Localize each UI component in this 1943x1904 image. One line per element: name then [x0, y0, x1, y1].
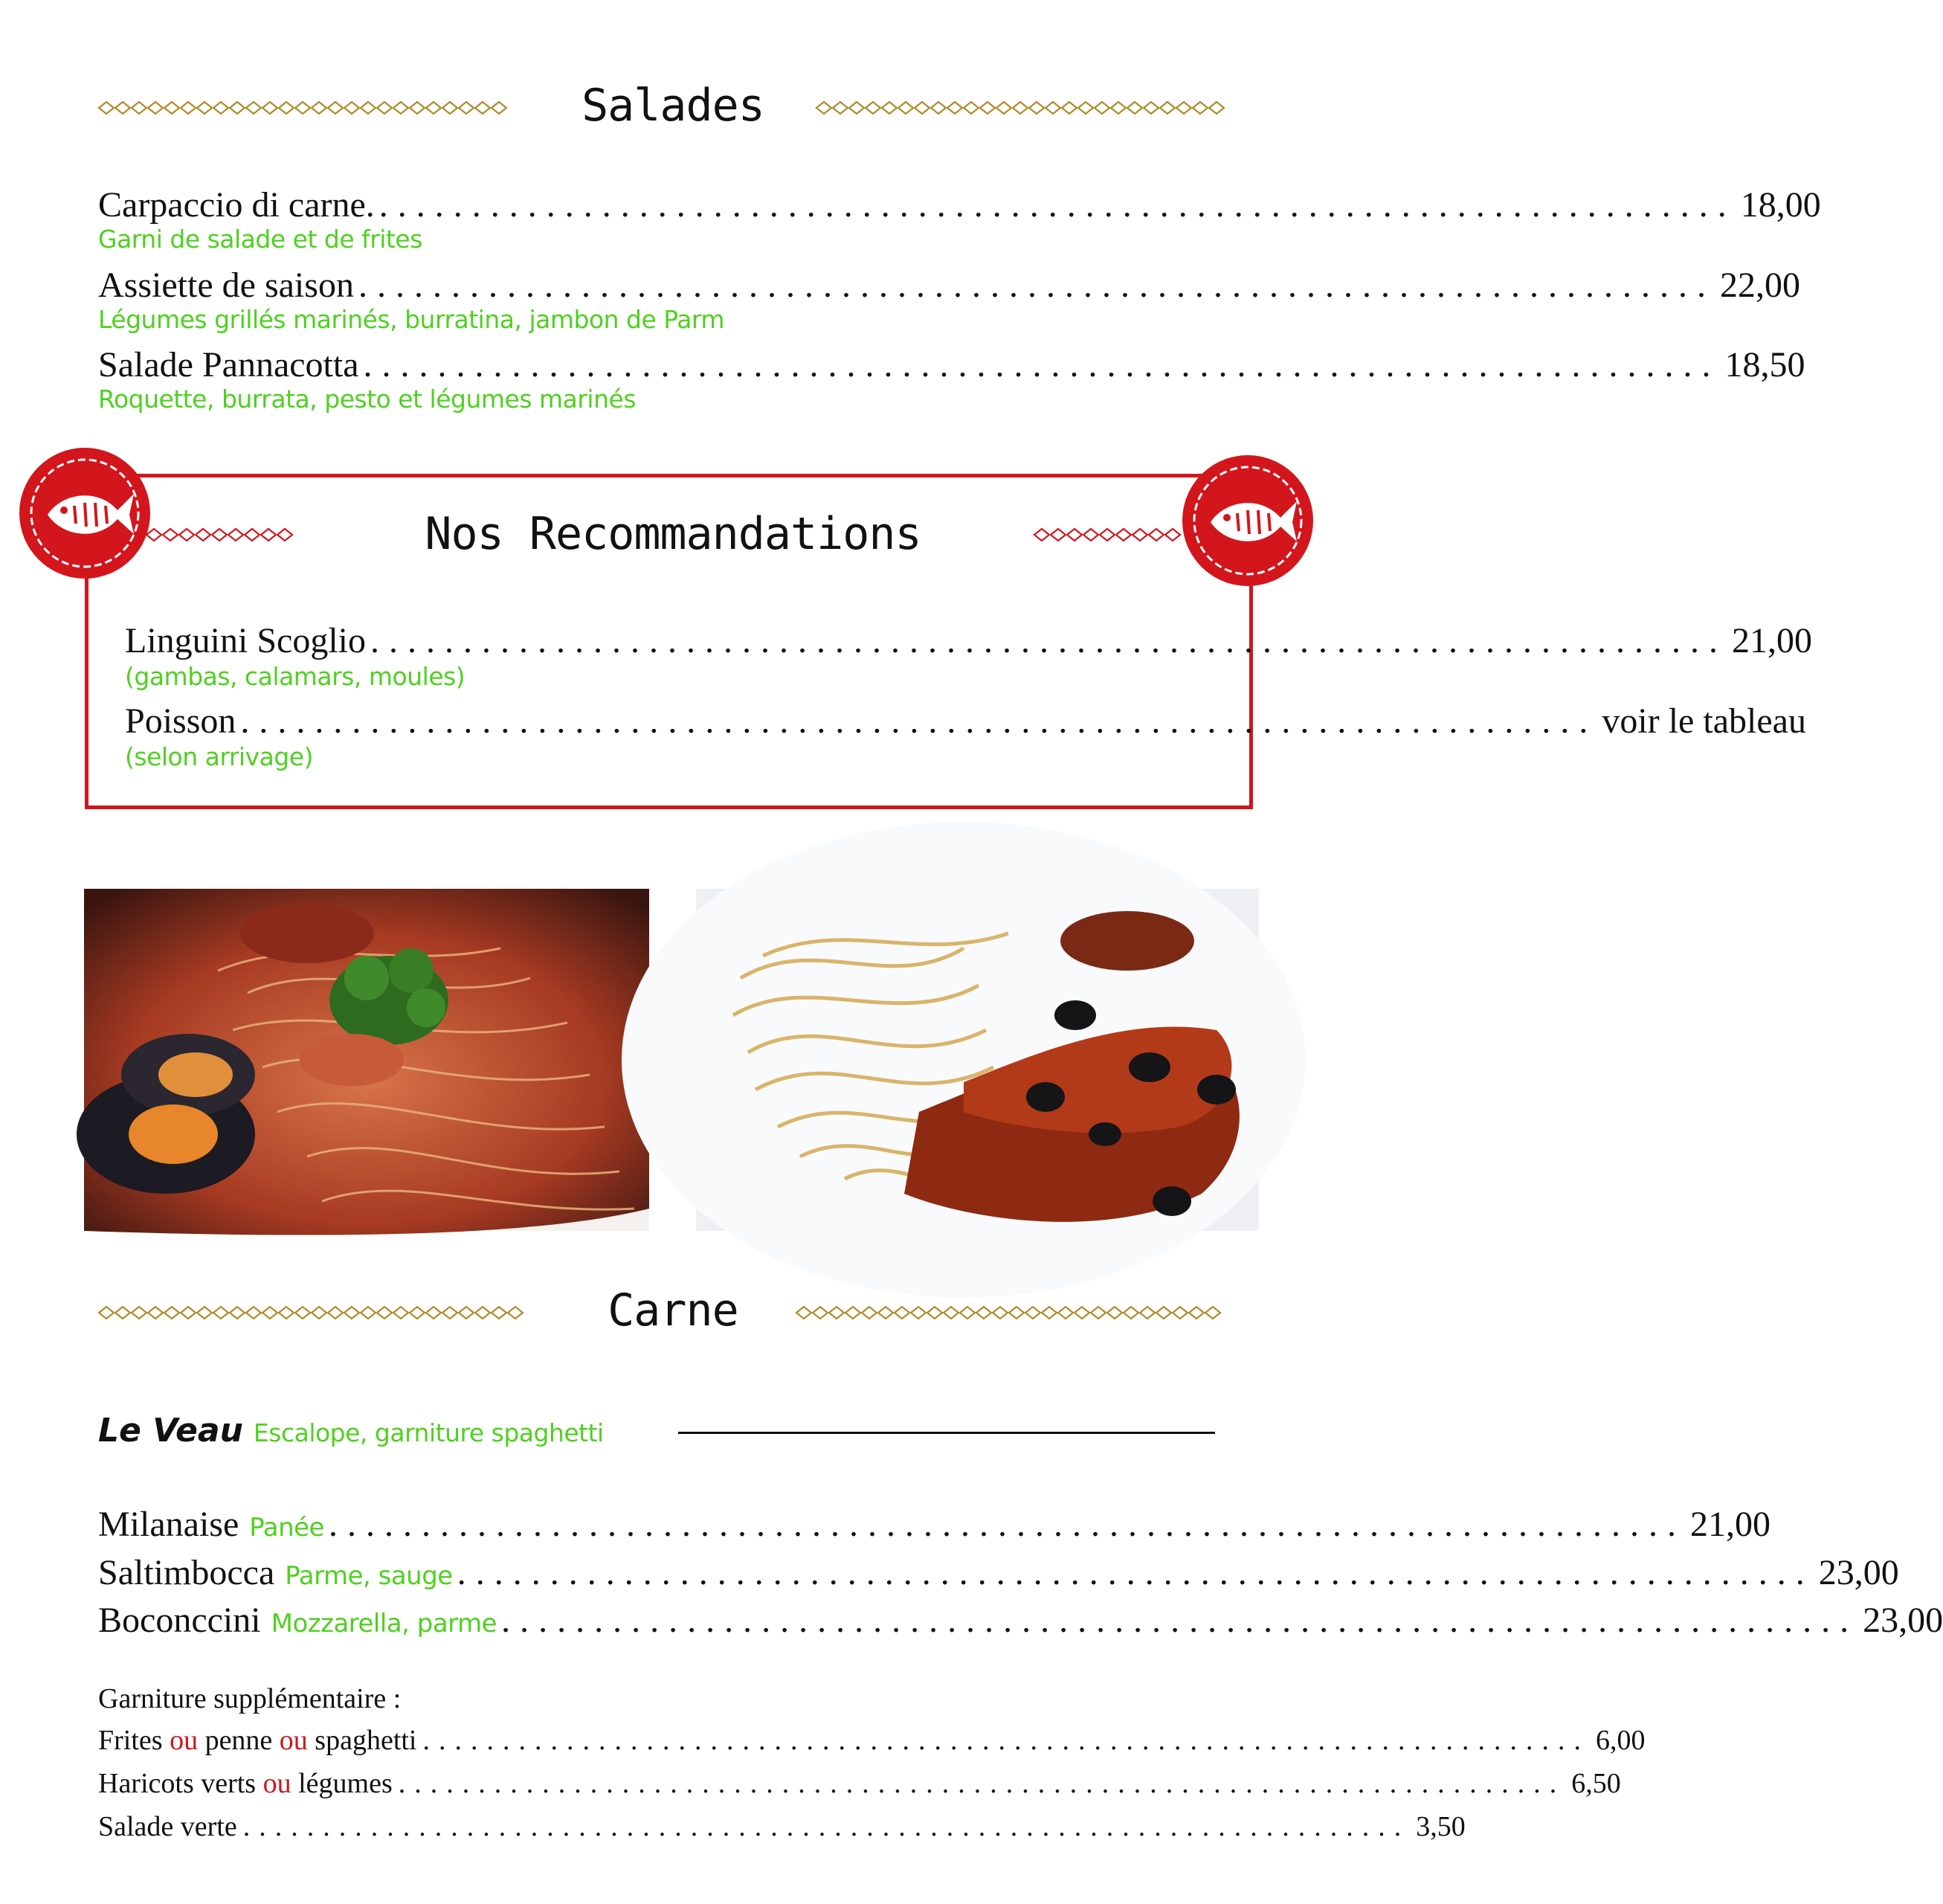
dot-leader: ......................................................................... [242, 1811, 1411, 1842]
item-price: 23,00 [1818, 1553, 1899, 1592]
ornament-diamonds-right [816, 97, 1232, 119]
item-name: Boconccini [98, 1601, 261, 1640]
menu-item-assiette [98, 265, 1800, 306]
diamond-shape [1078, 102, 1093, 114]
dot-leader: ......................................................................... [358, 266, 1715, 305]
diamond-shape [1058, 1307, 1073, 1319]
diamond-shape [976, 1307, 991, 1319]
diamond-shape [1176, 102, 1191, 114]
diamond-shape [1124, 1307, 1138, 1319]
item-price: 22,00 [1719, 266, 1800, 305]
diamond-shape [1144, 102, 1159, 114]
diamond-shape [1042, 1307, 1057, 1319]
dot-leader: ......................................................................... [398, 1768, 1566, 1799]
veau-description: Escalope, garniture spaghetti [253, 1418, 604, 1447]
diamond-shape [931, 102, 946, 114]
diamond-shape [1045, 102, 1060, 114]
diamond-shape [1009, 1307, 1024, 1319]
divider-line [678, 1432, 1215, 1434]
item-name: Poisson [125, 701, 236, 741]
section-title-carne: Carne [608, 1284, 738, 1337]
garniture-title: Garniture supplémentaire : [98, 1683, 402, 1714]
item-name: Assiette de saison [98, 266, 354, 305]
diamond-shape [1095, 102, 1109, 114]
garniture-price: 3,50 [1416, 1811, 1466, 1842]
menu-item-carpaccio [98, 184, 1821, 225]
item-description: Légumes grillés marinés, burratina, jambon de Parm [98, 305, 725, 334]
diamond-shape [1189, 1307, 1204, 1319]
diamond-shape [829, 1307, 844, 1319]
diamond-shape [964, 102, 979, 114]
dot-leader: ......................................................................... [370, 621, 1727, 660]
diamond-shape [1074, 1307, 1089, 1319]
diamond-shape [927, 1307, 942, 1319]
diamond-shape [849, 102, 864, 114]
menu-item-pannacotta [98, 344, 1805, 385]
diamond-shape [911, 1307, 926, 1319]
menu-item-saltimbocca [98, 1552, 1899, 1593]
diamond-shape [1127, 102, 1142, 114]
item-description: (selon arrivage) [125, 742, 313, 771]
item-description: Parme, sauge [285, 1561, 453, 1591]
diamond-shape [1173, 1307, 1188, 1319]
diamond-shape [1091, 1307, 1106, 1319]
diamond-shape [1062, 102, 1077, 114]
diamond-shape [1160, 102, 1175, 114]
item-description: Roquette, burrata, pesto et légumes marinés [98, 385, 637, 414]
item-name: Milanaise [98, 1505, 239, 1544]
item-price: 21,00 [1732, 621, 1812, 660]
item-price: 21,00 [1689, 1505, 1770, 1544]
dot-leader: ......................................................................... [328, 1505, 1686, 1544]
dot-leader: ......................................................................... [457, 1553, 1814, 1592]
item-price: 23,00 [1863, 1601, 1943, 1640]
section-title-recommandations: Nos Recommandations [425, 508, 921, 560]
diamond-shape [816, 102, 831, 114]
garniture-row [98, 1767, 1621, 1800]
item-price: 18,50 [1724, 345, 1805, 385]
diamond-shape [960, 1307, 975, 1319]
diamond-shape [833, 102, 848, 114]
diamond-shape [1193, 102, 1208, 114]
garniture-label: Frites ou penne ou spaghetti [98, 1725, 417, 1756]
diamond-shape [866, 102, 880, 114]
garniture-label: Haricots verts ou légumes [98, 1768, 393, 1799]
section-title-salades: Salades [581, 80, 764, 132]
dot-leader: ......................................................................... [363, 345, 1721, 385]
diamond-shape [947, 102, 962, 114]
menu-item-boconccini [98, 1600, 1943, 1641]
diamond-shape [944, 1307, 958, 1319]
seafood-pasta-photo [84, 889, 649, 1231]
item-price: voir le tableau [1602, 701, 1806, 741]
item-description: Mozzarella, parme [271, 1609, 497, 1638]
veau-title: Le Veau [98, 1412, 243, 1450]
diamond-shape [1111, 102, 1126, 114]
or-word: ou [279, 1725, 308, 1756]
fish-pasta-photo [696, 889, 1259, 1231]
garniture-row [98, 1810, 1466, 1843]
diamond-shape [1156, 1307, 1171, 1319]
dot-leader: ......................................................................... [240, 701, 1598, 741]
item-name: Saltimbocca [98, 1553, 275, 1592]
ornament-diamonds-right [796, 1302, 1233, 1324]
menu-item-linguini [125, 620, 1812, 661]
diamond-shape [796, 1307, 811, 1319]
diamond-shape [882, 102, 897, 114]
diamond-shape [1025, 1307, 1040, 1319]
item-name: Carpaccio di carne. [98, 185, 375, 225]
diamond-shape [993, 1307, 1008, 1319]
diamond-shape [915, 102, 929, 114]
garniture-label: Salade verte [98, 1811, 237, 1842]
garniture-price: 6,00 [1596, 1725, 1646, 1756]
diamond-shape [895, 1307, 909, 1319]
dot-leader: ......................................................................... [501, 1601, 1859, 1640]
diamond-shape [1029, 102, 1044, 114]
diamond-shape [845, 1307, 860, 1319]
menu-item-poisson [125, 701, 1806, 742]
item-name: Linguini Scoglio [125, 621, 366, 660]
dot-leader: ......................................................................... [422, 1725, 1590, 1756]
item-name: Salade Pannacotta [98, 345, 359, 385]
item-description: Garni de salade et de frites [98, 225, 422, 254]
menu-item-milanaise [98, 1504, 1770, 1545]
diamond-shape [1013, 102, 1028, 114]
item-price: 18,00 [1740, 185, 1821, 225]
diamond-shape [980, 102, 995, 114]
veau-heading [98, 1412, 604, 1450]
diamond-shape [813, 1307, 828, 1319]
diamond-shape [1140, 1307, 1155, 1319]
diamond-shape [878, 1307, 893, 1319]
diamond-shape [1209, 102, 1224, 114]
garniture-price: 6,50 [1571, 1768, 1621, 1799]
garniture-row [98, 1724, 1646, 1757]
diamond-shape [1205, 1307, 1220, 1319]
diamond-shape [898, 102, 913, 114]
item-description: (gambas, calamars, moules) [125, 662, 465, 691]
diamond-shape [1107, 1307, 1122, 1319]
or-word: ou [170, 1725, 199, 1756]
or-word: ou [262, 1768, 291, 1799]
diamond-shape [862, 1307, 877, 1319]
diamond-shape [996, 102, 1011, 114]
dot-leader: ......................................................................... [378, 185, 1736, 225]
item-description: Panée [249, 1513, 324, 1543]
